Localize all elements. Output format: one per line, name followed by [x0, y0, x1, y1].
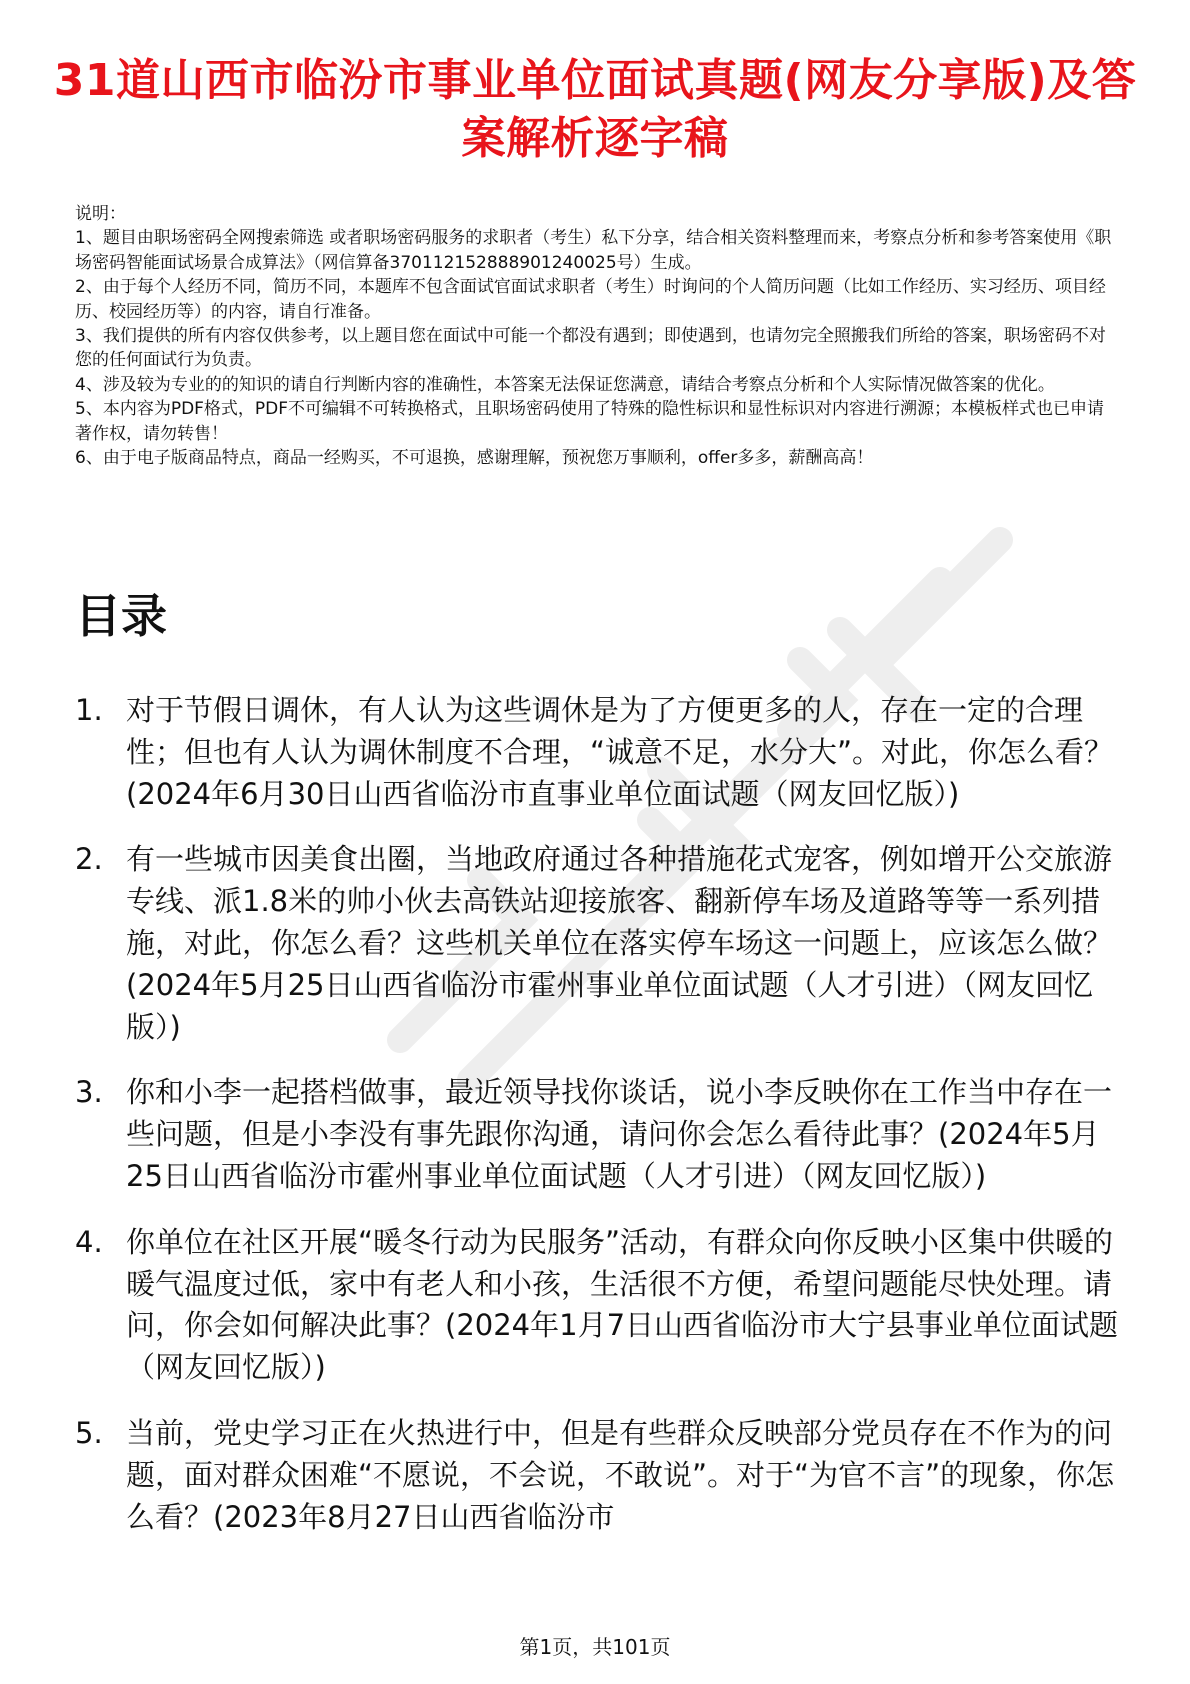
- toc-item[interactable]: [75, 1222, 1135, 1389]
- toc-item-number: 5.: [75, 1415, 103, 1450]
- note-item: 2、由于每个人经历不同，简历不同，本题库不包含面试官面试求职者（考生）时询问的个人简历问题（比如工作经历、实习经历、项目经历、校园经历等）的内容，请自行准备。: [75, 277, 1106, 322]
- toc-heading: 目录: [75, 589, 167, 643]
- notes-section: [75, 202, 1120, 470]
- note-item: 6、由于电子版商品特点，商品一经购买，不可退换，感谢理解，预祝您万事顺利，offer多多，薪酬高高！: [75, 448, 874, 469]
- toc-list: [75, 690, 1135, 1562]
- toc-item[interactable]: [75, 1413, 1135, 1538]
- toc-item-text: 当前，党史学习正在火热进行中，但是有些群众反映部分党员存在不作为的问题，面对群众困难“不愿说，不会说，不敢说”。对于“为官不言”的现象，你怎么看？(2023年8月27日山西省临汾市: [126, 1415, 1115, 1534]
- toc-item[interactable]: [75, 690, 1135, 815]
- toc-item[interactable]: [75, 1072, 1135, 1197]
- toc-item-text: 你单位在社区开展“暖冬行动为民服务”活动，有群众向你反映小区集中供暖的暖气温度过低，家中有老人和小孩，生活很不方便，希望问题能尽快处理。请问，你会如何解决此事？(2024年1月7日山西省临汾市大宁县事业单位面试题（网友回忆版）): [126, 1224, 1119, 1385]
- toc-item-text: 对于节假日调休，有人认为这些调休是为了方便更多的人，存在一定的合理性；但也有人认为调休制度不合理，“诚意不足，水分大”。对此，你怎么看？(2024年6月30日山西省临汾市直事业单位面试题（网友回忆版）): [126, 693, 1114, 811]
- note-item: 5、本内容为PDF格式，PDF不可编辑不可转换格式，且职场密码使用了特殊的隐性标识和显性标识对内容进行溯源；本模板样式也已申请著作权，请勿转售！: [75, 399, 1105, 444]
- toc-item-number: 3.: [75, 1075, 103, 1110]
- page-footer: 第1页，共101页: [519, 1635, 671, 1659]
- notes-heading: 说明：: [75, 204, 126, 224]
- toc-item-text: 有一些城市因美食出圈，当地政府通过各种措施花式宠客，例如增开公交旅游专线、派1.8米的帅小伙去高铁站迎接旅客、翻新停车场及道路等等一系列措施，对此，你怎么看？这些机关单位在落实停车场这一问题上，应该怎么做？(2024年5月25日山西省临汾市霍州事业单位面试题（人才引进）（网友回忆版）): [126, 842, 1113, 1044]
- toc-item[interactable]: [75, 839, 1135, 1048]
- note-item: 3、我们提供的所有内容仅供参考，以上题目您在面试中可能一个都没有遇到；即使遇到，也请勿完全照搬我们所给的答案，职场密码不对您的任何面试行为负责。: [75, 326, 1106, 371]
- note-item: 4、涉及较为专业的的知识的请自行判断内容的准确性，本答案无法保证您满意，请结合考察点分析和个人实际情况做答案的优化。: [75, 374, 1055, 395]
- note-item: 1、题目由职场密码全网搜索筛选 或者职场密码服务的求职者（考生）私下分享，结合相关资料整理而来，考察点分析和参考答案使用《职场密码智能面试场景合成算法》（网信算备370112152888901240025号）生成。: [75, 228, 1112, 273]
- toc-item-text: 你和小李一起搭档做事，最近领导找你谈话，说小李反映你在工作当中存在一些问题，但是小李没有事先跟你沟通，请问你会怎么看待此事？(2024年5月25日山西省临汾市霍州事业单位面试题（人才引进）（网友回忆版）): [126, 1075, 1113, 1193]
- toc-item-number: 1.: [75, 693, 103, 727]
- page-title: 31道山西市临汾市事业单位面试真题(网友分享版)及答案解析逐字稿: [53, 55, 1137, 164]
- toc-item-number: 2.: [75, 842, 103, 877]
- toc-item-number: 4.: [75, 1224, 103, 1259]
